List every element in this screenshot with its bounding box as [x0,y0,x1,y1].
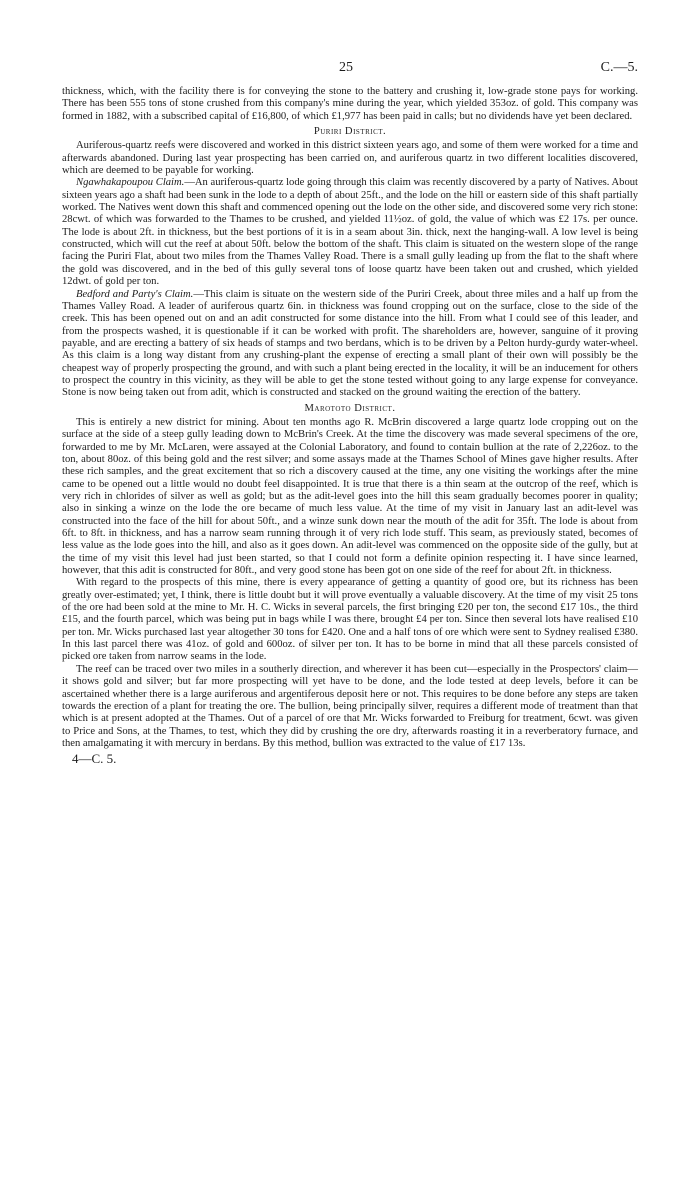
ngawhakapoupou-paragraph [62,177,638,288]
document-reference: C.—5. [600,60,638,75]
marototo-paragraph-1: This is entirely a new district for mining. About ten months ago R. McBrin discovered a large quartz lode cropping out on the surface at the side of a steep gully leading down to McBrin's Creek. At the time the discovery was made several specimens of the ore, forwarded to me by Mr. McLaren, were assayed at the Colonial Laboratory, and found to contain bullion at the rate of 2,226oz. to the ton, about 80oz. of this being gold and the rest silver; and some assays made at the Thames School of Mines gave higher results. After these rich samples, and the great excitement that so rich a discovery caused at the time, any one visiting the workings after the mine came to be opened out a little would no doubt feel disappointed. It is true that there is a thin seam at the outcrop of the reef, which is very rich in chlorides of silver as well as gold; but as the adit-level goes into the hill this seam gradually becomes poorer in quality; also in sinking a winze on the lode the ore became of much less value. At the time of my visit in January last an adit-level was constructed into the face of the hill for about 50ft., and a winze sunk down near the mouth of the adit for 35ft. The lode is about from 6ft. to 8ft. in thickness, and has a narrow seam running through it of very rich lode stuff. This seam, as previously stated, becomes of less value as the lode goes into the hill, and also as it goes down. An adit-level was commenced on the opposite side of the gully, but at the time of my visit this level had just been started, so that I could not form a definite opinion respecting it. I have since learned, however, that this adit is constructed for 80ft., and very good stone has been got on one side of the reef for about 2ft. in thickness. [62,416,638,577]
claim-name: Bedford and Party's Claim. [76,288,194,300]
puriri-heading: Puriri District. [313,126,387,138]
page-number: 25 [339,60,353,75]
page-header [62,62,638,86]
bedford-paragraph [62,289,638,400]
intro-paragraph: thickness, which, with the facility there is for conveying the stone to the battery and crushing it, low-grade stone pays for working. There has been 555 tons of stone crushed from this company's mine during the year, which yielded 353oz. of gold. This company was formed in 1882, with a subscribed capital of £16,800, of which £1,977 has been paid in calls; but no dividends have yet been declared. [62,86,638,122]
marototo-paragraph-2: With regard to the prospects of this mine, there is every appearance of getting a quantity of good ore, but its richness has been greatly over-estimated; yet, I think, there is little doubt but it will prove eventually a valuable discovery. At the time of my visit 25 tons of the ore had been sold at the mine to Mr. H. C. Wicks in several parcels, the first bringing £20 per ton, the second £17 10s., the third £15, and the fourth parcel, which was being put in bags while I was there, brought £4 per ton. Since then several lots have realised £10 per ton. Mr. Wicks purchased last year altogether 30 tons for £420. One and a half tons of ore which were sent to Sydney realised £380. In this last parcel there was 41oz. of gold and 600oz. of silver per ton. It has to be borne in mind that all these parcels consisted of picked ore taken from narrow seams in the lode. [62,577,638,663]
marototo-heading: Marototo District. [304,402,396,414]
claim-text: —This claim is situate on the western side of the Puriri Creek, about three miles and a half up from the Thames Valley Road. A leader of auriferous quartz 6in. in thickness was found cropping out on the surface, close to the side of the creek. This has been opened out on and an adit constructed for some distance into the hill. From what I could see of this leader, and from the prospects washed, it is questionable if it can be worked with profit. The shareholders are, however, sanguine of it proving payable, and are erecting a battery of six heads of stamps and two berdans, which is to be driven by a Pelton hurdy-gurdy water-wheel. As this claim is a long way distant from any crushing-plant the expense of erecting a small plant of their own will possibly be the cheapest way of properly prospecting the ground, and with such a plant being erected in the locality, it will be an inducement for others to prospect the country in this vicinity, as they will be able to get the stone tested without going to any large expense for conveyance. Stone is now being taken out from adit, which is constructed and stacked on the ground waiting the erection of the battery. [62,288,638,399]
marototo-paragraph-3: The reef can be traced over two miles in a southerly direction, and wherever it has been cut—especially in the Prospectors' claim—it shows gold and silver; but far more prospecting will yet have to be done, and the lode tested at deep levels, before it can be ascertained whether there is a large auriferous and argentiferous deposit here or not. This requires to be done before any steps are taken towards the erection of a plant for treating the ore. The bullion, being principally silver, requires a different mode of treatment than that which is at present adopted at the Thames. Out of a parcel of ore that Mr. Wicks forwarded to Freiburg for treatment, 6cwt. was given to Price and Sons, at the Thames, to test, which they did by crushing the ore dry, afterwards roasting it in a reverberatory furnace, and then amalgamating it with mercury in berdans. By this method, bullion was extracted to the value of £17 13s. [62,663,638,749]
puriri-paragraph: Auriferous-quartz reefs were discovered and worked in this district sixteen years ago, and some of them were worked for a time and afterwards abandoned. During last year prospecting has been carried on, and auriferous quartz in two different localities discovered, which are deemed to be payable for working. [62,140,638,177]
page-footer: 4—C. 5. [72,751,117,767]
claim-text: —An auriferous-quartz lode going through this claim was recently discovered by a party of Natives. About sixteen years ago a shaft had been sunk in the lode to a depth of about 25ft., and the lode on the hill or eastern side of this shaft partially worked. The Natives went down this shaft and commenced opening out the lode on the other side, and discovered some very rich stone: 28cwt. of which was forwarded to the Thames to be crushed, and yielded 11½oz. of gold, the value of which was £2 17s. per ounce. The lode is about 2ft. in thickness, but the best portions of it is in a seam about 3in. thick, next the hanging-wall. A low level is being constructed, which will cut the reef at about 50ft. below the bottom of the shaft. This claim is situated on the western slope of the range facing the Puriri Flat, about two miles from the Thames Valley Road. There is a small gully leading up from the flat to the shaft where the gold was discovered, and in the bed of this gully several tons of loose quartz have been taken out and crushed, which yielded 12dwt. of gold per ton. [62,177,638,288]
claim-name: Ngawhakapoupou Claim. [76,177,185,189]
document-page [62,62,638,766]
